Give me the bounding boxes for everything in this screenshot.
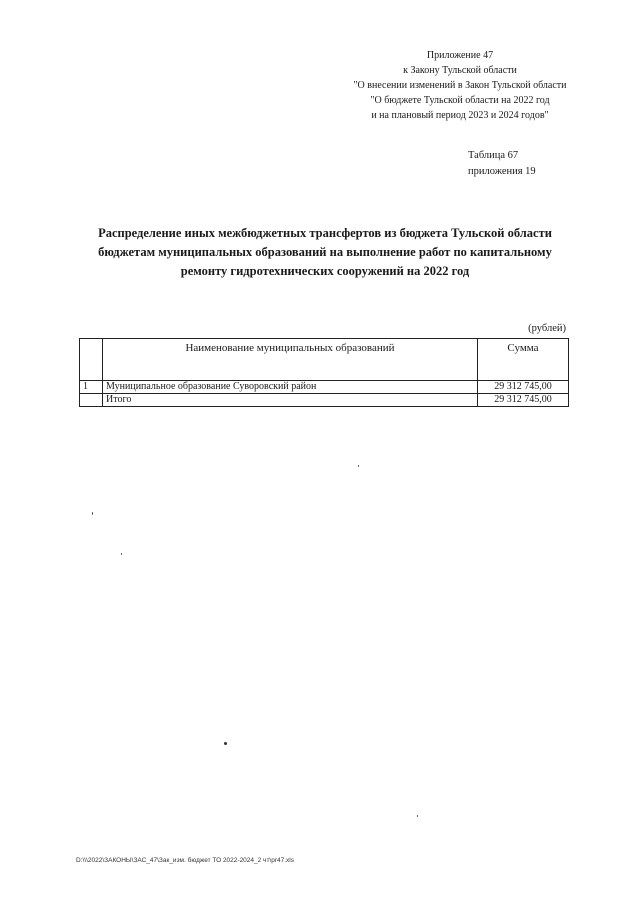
title-line: Распределение иных межбюджетных трансфертов из бюджета Тульской области — [98, 226, 552, 240]
appendix-header — [340, 48, 580, 123]
row-name: Итого — [103, 394, 478, 407]
scan-speck — [417, 815, 418, 817]
scan-speck — [92, 512, 93, 515]
currency-unit: (рублей) — [528, 323, 566, 334]
header-number — [80, 339, 103, 381]
table-appendix: приложения 19 — [468, 166, 536, 177]
appendix-line: и на плановый период 2023 и 2024 годов" — [371, 110, 549, 121]
scan-speck — [358, 465, 359, 467]
appendix-line: Приложение 47 — [426, 50, 494, 61]
row-sum: 29 312 745,00 — [478, 394, 569, 407]
header-sum: Сумма — [478, 339, 569, 381]
file-path-footer: D:\\\2022\ЗАКОНЫ\ЗАС_47\Зак_изм. бюджет ТО 2022-2024_2 чт\pr47.xls — [76, 857, 294, 864]
allocation-table — [79, 338, 569, 407]
scan-speck — [121, 553, 122, 555]
title-line: бюджетам муниципальных образований на выполнение работ по капитальному — [98, 245, 552, 259]
table-row — [80, 381, 569, 394]
table-reference — [468, 148, 568, 180]
appendix-line: к Закону Тульской области — [403, 65, 517, 76]
table-number: Таблица 67 — [468, 150, 519, 161]
table-total-row — [80, 394, 569, 407]
row-name: Муниципальное образование Суворовский район — [103, 381, 478, 394]
row-number — [80, 394, 103, 407]
row-sum: 29 312 745,00 — [478, 381, 569, 394]
appendix-line: "О бюджете Тульской области на 2022 год — [370, 95, 550, 106]
header-name: Наименование муниципальных образований — [103, 339, 478, 381]
appendix-line: "О внесении изменений в Закон Тульской области — [353, 80, 567, 91]
title-line: ремонту гидротехнических сооружений на 2022 год — [180, 264, 470, 278]
scan-speck — [224, 742, 227, 745]
table-header-row — [80, 339, 569, 381]
row-number: 1 — [80, 381, 103, 394]
document-title — [60, 224, 590, 281]
